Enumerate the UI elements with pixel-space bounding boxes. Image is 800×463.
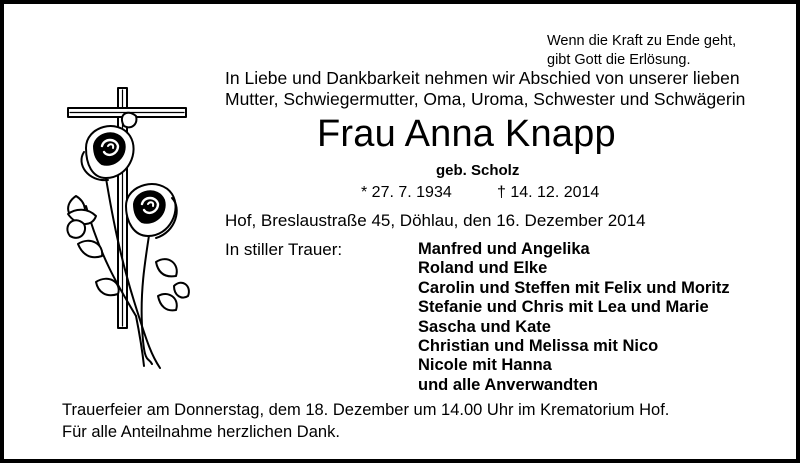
maiden-name: geb. Scholz xyxy=(436,162,520,179)
family-entry: Christian und Melissa mit Nico xyxy=(418,337,659,356)
deceased-name: Frau Anna Knapp xyxy=(317,113,616,155)
intro-line: Mutter, Schwiegermutter, Oma, Uroma, Schwester und Schwägerin xyxy=(225,89,746,109)
motto-line: Wenn die Kraft zu Ende geht, xyxy=(547,33,737,49)
intro-line: In Liebe und Dankbarkeit nehmen wir Abschied von unserer lieben xyxy=(225,68,740,88)
family-entry: Stefanie und Chris mit Lea und Marie xyxy=(418,298,709,317)
cross-with-roses-icon xyxy=(56,86,196,376)
family-entry: Sascha und Kate xyxy=(418,317,551,336)
family-entry: und alle Anverwandten xyxy=(418,375,599,394)
family-list xyxy=(418,240,730,395)
intro-text xyxy=(225,68,745,110)
thanks-text: Für alle Anteilnahme herzlichen Dank. xyxy=(62,423,340,441)
funeral-info: Trauerfeier am Donnerstag, dem 18. Dezember um 14.00 Uhr im Krematorium Hof. xyxy=(62,401,670,419)
family-entry: Roland und Elke xyxy=(418,259,548,278)
birth-date: * 27. 7. 1934 xyxy=(361,184,452,201)
mourning-label: In stiller Trauer: xyxy=(225,240,343,259)
family-entry: Nicole mit Hanna xyxy=(418,356,552,375)
place-and-date: Hof, Breslaustraße 45, Döhlau, den 16. Dezember 2014 xyxy=(225,211,646,230)
family-entry: Carolin und Steffen mit Felix und Moritz xyxy=(418,278,730,297)
motto-text xyxy=(547,32,736,70)
family-entry: Manfred und Angelika xyxy=(418,240,590,258)
death-date: † 14. 12. 2014 xyxy=(497,184,600,201)
motto-line: gibt Gott die Erlösung. xyxy=(547,52,691,68)
